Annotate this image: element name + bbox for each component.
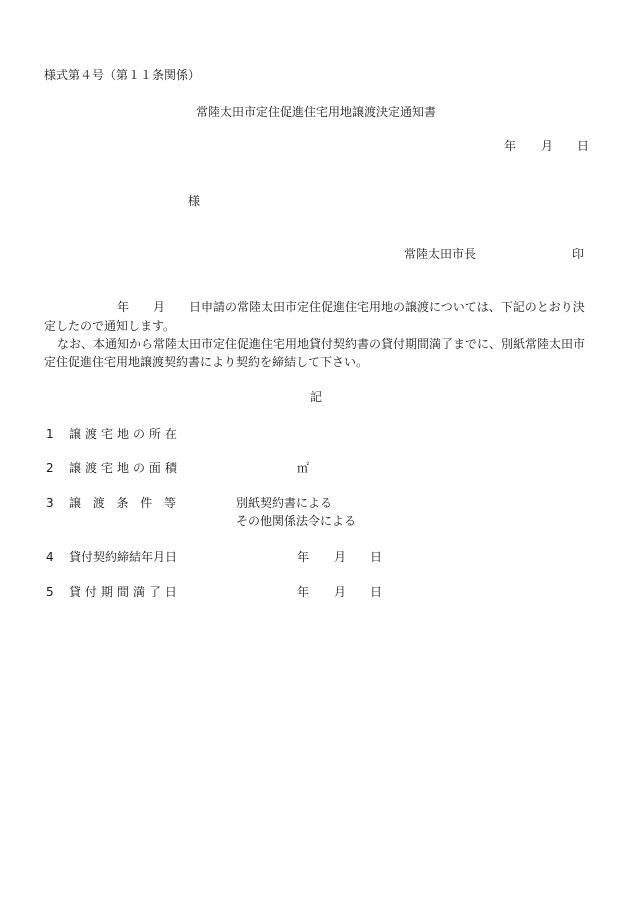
date-day: 日 (370, 550, 383, 564)
area-unit: ㎡ (297, 461, 310, 475)
item-label: 譲 渡 宅 地 の 所 在 (69, 427, 177, 441)
body-year: 年 (117, 300, 130, 314)
item-label: 貸 付 期 間 満 了 日 (69, 585, 177, 599)
sender-name: 常陸太田市長 (404, 247, 477, 261)
item-number: 5 (46, 585, 54, 599)
condition-value-2: その他関係法令による (236, 514, 357, 528)
item-number: 4 (46, 550, 54, 564)
ki-heading: 記 (310, 390, 323, 404)
condition-value-1: 別紙契約書による (236, 496, 333, 510)
body-line-3: なお、本通知から常陸太田市定住促進住宅用地貸付契約書の貸付期間満了までに、別紙常陸太田市 (57, 337, 586, 351)
date-month: 月 (334, 585, 347, 599)
date-year: 年 (297, 585, 310, 599)
body-line-1: 日申請の常陸太田市定住促進住宅用地の譲渡については、下記のとおり決 (189, 300, 585, 314)
body-month: 月 (153, 300, 166, 314)
date-day: 日 (370, 585, 383, 599)
item-label: 譲 渡 条 件 等 (69, 496, 176, 510)
header-date-day: 日 (577, 139, 590, 153)
item-number: 2 (46, 461, 54, 475)
document-title: 常陸太田市定住促進住宅用地譲渡決定通知書 (196, 105, 437, 119)
date-month: 月 (334, 550, 347, 564)
item-number: 1 (46, 427, 54, 441)
body-line-4: 定住促進住宅用地譲渡契約書により契約を締結して下さい。 (44, 355, 369, 369)
seal-mark: 印 (572, 247, 585, 261)
item-number: 3 (46, 496, 54, 510)
body-line-2: 定したので通知します。 (44, 319, 176, 333)
header-date-year: 年 (504, 139, 517, 153)
item-label: 貸付契約締結年月日 (69, 550, 178, 564)
form-number: 様式第４号（第１１条関係） (44, 68, 201, 82)
header-date-month: 月 (541, 139, 554, 153)
item-label: 譲 渡 宅 地 の 面 積 (69, 461, 177, 475)
addressee-suffix: 様 (188, 194, 201, 208)
date-year: 年 (297, 550, 310, 564)
